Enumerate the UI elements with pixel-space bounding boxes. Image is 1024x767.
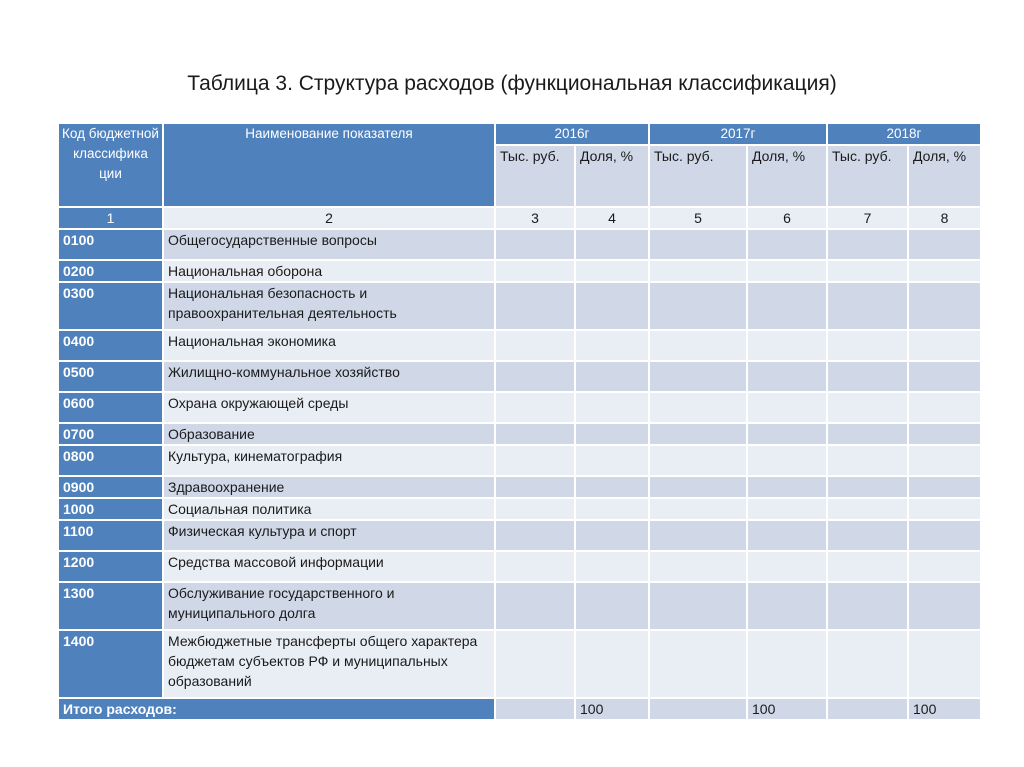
- indicator-name-cell: Национальная оборона: [164, 261, 496, 283]
- value-cell: [748, 424, 828, 446]
- table-row: [59, 583, 982, 631]
- indicator-name-cell: Национальная экономика: [164, 331, 496, 362]
- value-cell: [576, 283, 650, 331]
- total-share-cell: 100: [909, 699, 982, 721]
- header-thousand-2018: Тыс. руб.: [828, 146, 909, 208]
- value-cell: [748, 552, 828, 583]
- column-number: 1: [59, 208, 164, 230]
- value-cell: [909, 521, 982, 552]
- value-cell: [909, 424, 982, 446]
- indicator-name-cell: Межбюджетные трансферты общего характера бюджетам субъектов РФ и муниципальных образований: [164, 631, 496, 699]
- column-number: 7: [828, 208, 909, 230]
- table-row: [59, 393, 982, 424]
- indicator-name-cell: Средства массовой информации: [164, 552, 496, 583]
- indicator-name-cell: Образование: [164, 424, 496, 446]
- total-value-cell: [650, 699, 748, 721]
- value-cell: [828, 631, 909, 699]
- value-cell: [909, 393, 982, 424]
- value-cell: [650, 446, 748, 477]
- value-cell: [748, 331, 828, 362]
- value-cell: [650, 552, 748, 583]
- value-cell: [496, 499, 576, 521]
- value-cell: [828, 393, 909, 424]
- column-number: 3: [496, 208, 576, 230]
- value-cell: [496, 631, 576, 699]
- table-row: [59, 552, 982, 583]
- table-row: [59, 521, 982, 552]
- value-cell: [909, 477, 982, 499]
- value-cell: [748, 499, 828, 521]
- header-share-2016: Доля, %: [576, 146, 650, 208]
- header-year-2018: 2018г: [828, 124, 982, 146]
- value-cell: [576, 261, 650, 283]
- budget-code-cell: 0800: [59, 446, 164, 477]
- value-cell: [576, 424, 650, 446]
- value-cell: [748, 631, 828, 699]
- table-row: [59, 230, 982, 261]
- budget-code-cell: 0600: [59, 393, 164, 424]
- value-cell: [576, 583, 650, 631]
- value-cell: [828, 283, 909, 331]
- value-cell: [496, 583, 576, 631]
- total-value-cell: [828, 699, 909, 721]
- column-number-row: [59, 208, 982, 230]
- value-cell: [909, 283, 982, 331]
- value-cell: [909, 331, 982, 362]
- value-cell: [748, 583, 828, 631]
- header-row-years: [59, 124, 982, 146]
- value-cell: [576, 331, 650, 362]
- value-cell: [828, 261, 909, 283]
- budget-code-cell: 1100: [59, 521, 164, 552]
- value-cell: [650, 283, 748, 331]
- value-cell: [828, 446, 909, 477]
- value-cell: [496, 331, 576, 362]
- table-row: [59, 446, 982, 477]
- budget-code-cell: 1000: [59, 499, 164, 521]
- table-row: [59, 424, 982, 446]
- value-cell: [576, 362, 650, 393]
- budget-code-cell: 1200: [59, 552, 164, 583]
- value-cell: [650, 477, 748, 499]
- value-cell: [828, 499, 909, 521]
- value-cell: [909, 631, 982, 699]
- value-cell: [576, 230, 650, 261]
- indicator-name-cell: Здравоохранение: [164, 477, 496, 499]
- value-cell: [909, 552, 982, 583]
- header-share-2017: Доля, %: [748, 146, 828, 208]
- value-cell: [748, 393, 828, 424]
- value-cell: [496, 393, 576, 424]
- value-cell: [748, 477, 828, 499]
- budget-code-cell: 0100: [59, 230, 164, 261]
- value-cell: [909, 261, 982, 283]
- budget-code-cell: 0500: [59, 362, 164, 393]
- column-number: 5: [650, 208, 748, 230]
- column-number: 4: [576, 208, 650, 230]
- indicator-name-cell: Социальная политика: [164, 499, 496, 521]
- total-share-cell: 100: [748, 699, 828, 721]
- value-cell: [650, 499, 748, 521]
- value-cell: [650, 521, 748, 552]
- value-cell: [909, 583, 982, 631]
- value-cell: [576, 631, 650, 699]
- value-cell: [576, 477, 650, 499]
- indicator-name-cell: Жилищно-коммунальное хозяйство: [164, 362, 496, 393]
- total-row: [59, 699, 982, 721]
- value-cell: [496, 477, 576, 499]
- value-cell: [748, 283, 828, 331]
- value-cell: [748, 446, 828, 477]
- value-cell: [828, 331, 909, 362]
- total-value-cell: [496, 699, 576, 721]
- header-year-2017: 2017г: [650, 124, 828, 146]
- value-cell: [909, 230, 982, 261]
- table-row: [59, 261, 982, 283]
- header-thousand-2017: Тыс. руб.: [650, 146, 748, 208]
- header-code: Код бюджетной классифика ции: [59, 124, 164, 208]
- value-cell: [496, 552, 576, 583]
- expenditure-table: [59, 124, 982, 721]
- value-cell: [650, 424, 748, 446]
- value-cell: [748, 521, 828, 552]
- header-thousand-2016: Тыс. руб.: [496, 146, 576, 208]
- value-cell: [650, 362, 748, 393]
- total-share-cell: 100: [576, 699, 650, 721]
- value-cell: [496, 230, 576, 261]
- budget-code-cell: 0700: [59, 424, 164, 446]
- value-cell: [496, 446, 576, 477]
- budget-code-cell: 1300: [59, 583, 164, 631]
- value-cell: [576, 446, 650, 477]
- value-cell: [576, 521, 650, 552]
- table-row: [59, 631, 982, 699]
- indicator-name-cell: Национальная безопасность и правоохранительная деятельность: [164, 283, 496, 331]
- column-number: 6: [748, 208, 828, 230]
- indicator-name-cell: Общегосударственные вопросы: [164, 230, 496, 261]
- value-cell: [496, 424, 576, 446]
- column-number: 8: [909, 208, 982, 230]
- value-cell: [650, 631, 748, 699]
- table-row: [59, 331, 982, 362]
- value-cell: [650, 261, 748, 283]
- value-cell: [828, 362, 909, 393]
- header-name: Наименование показателя: [164, 124, 496, 208]
- indicator-name-cell: Физическая культура и спорт: [164, 521, 496, 552]
- value-cell: [828, 521, 909, 552]
- value-cell: [496, 362, 576, 393]
- budget-code-cell: 0300: [59, 283, 164, 331]
- value-cell: [748, 261, 828, 283]
- budget-code-cell: 0900: [59, 477, 164, 499]
- indicator-name-cell: Культура, кинематография: [164, 446, 496, 477]
- table-title: Таблица 3. Структура расходов (функциональная классификация): [187, 72, 837, 95]
- budget-code-cell: 0200: [59, 261, 164, 283]
- value-cell: [909, 499, 982, 521]
- table-row: [59, 477, 982, 499]
- table-row: [59, 499, 982, 521]
- value-cell: [576, 499, 650, 521]
- value-cell: [748, 230, 828, 261]
- value-cell: [828, 583, 909, 631]
- budget-code-cell: 1400: [59, 631, 164, 699]
- value-cell: [909, 362, 982, 393]
- value-cell: [828, 552, 909, 583]
- value-cell: [828, 424, 909, 446]
- column-number: 2: [164, 208, 496, 230]
- value-cell: [576, 393, 650, 424]
- value-cell: [650, 393, 748, 424]
- value-cell: [496, 521, 576, 552]
- value-cell: [496, 261, 576, 283]
- value-cell: [909, 446, 982, 477]
- indicator-name-cell: Охрана окружающей среды: [164, 393, 496, 424]
- indicator-name-cell: Обслуживание государственного и муниципального долга: [164, 583, 496, 631]
- value-cell: [496, 283, 576, 331]
- value-cell: [576, 552, 650, 583]
- value-cell: [828, 477, 909, 499]
- value-cell: [828, 230, 909, 261]
- header-share-2018: Доля, %: [909, 146, 982, 208]
- header-year-2016: 2016г: [496, 124, 650, 146]
- value-cell: [650, 230, 748, 261]
- table-row: [59, 283, 982, 331]
- total-label: Итого расходов:: [59, 699, 496, 721]
- budget-code-cell: 0400: [59, 331, 164, 362]
- value-cell: [650, 583, 748, 631]
- value-cell: [650, 331, 748, 362]
- table-row: [59, 362, 982, 393]
- value-cell: [748, 362, 828, 393]
